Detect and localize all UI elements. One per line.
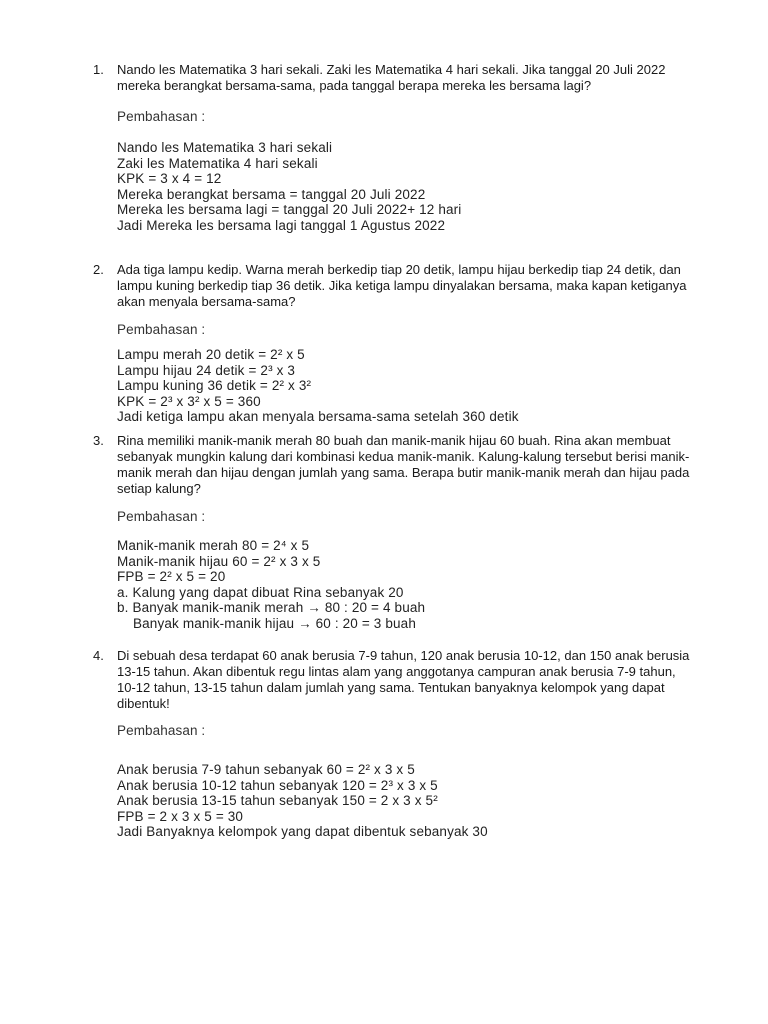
problem-number: 2.	[93, 262, 104, 277]
solution-line: Nando les Matematika 3 hari sekali	[117, 140, 333, 155]
solution-line: Anak berusia 10-12 tahun sebanyak 120 = 2³ x 3 x 5	[117, 777, 438, 793]
solution-line: KPK = 2³ x 3² x 5 = 360	[117, 393, 261, 409]
solution-line: Zaki les Matematika 4 hari sekali	[117, 155, 318, 171]
problem-question: Nando les Matematika 3 hari sekali. Zaki les Matematika 4 hari sekali. Jika tanggal 20 Juli 2022 mereka berangkat bersama-sama, pada tanggal berapa mereka les bersama lagi?	[117, 62, 666, 93]
problem-question: Di sebuah desa terdapat 60 anak berusia 7-9 tahun, 120 anak berusia 10-12, dan 150 anak berusia 13-15 tahun. Akan dibentuk regu lintas alam yang anggotanya campuran anak berusia 7-9 tahun, 10-12 tahun, 13-15 tahun dalam jumlah yang sama. Tentukan banyaknya kelompok yang dapat dibentuk!	[117, 648, 690, 711]
solution-line: Lampu merah 20 detik = 2² x 5	[117, 347, 305, 362]
solution-line: b. Banyak manik-manik merah → 80 : 20 = 4 buah	[117, 600, 426, 615]
solution-line: Manik-manik merah 80 = 2⁴ x 5	[117, 538, 310, 553]
solution-line: Anak berusia 7-9 tahun sebanyak 60 = 2² x 3 x 5	[117, 762, 415, 777]
solution-body	[117, 762, 488, 840]
solution-line: Mereka berangkat bersama = tanggal 20 Juli 2022	[117, 186, 426, 202]
solution-line: Banyak manik-manik hijau → 60 : 20 = 3 buah	[133, 615, 416, 631]
solution-line: Manik-manik hijau 60 = 2² x 3 x 5	[117, 553, 321, 569]
solution-line: Lampu hijau 24 detik = 2³ x 3	[117, 362, 296, 378]
solution-label: Pembahasan :	[117, 509, 206, 524]
problem-question: Rina memiliki manik-manik merah 80 buah dan manik-manik hijau 60 buah. Rina akan membuat sebanyak mungkin kalung dari kombinasi kedua manik-manik. Kalung-kalung tersebut berisi manik-manik merah dan hijau dengan jumlah yang sama. Berapa butir manik-manik merah dan hijau pada setiap kalung?	[117, 433, 690, 496]
solution-body	[117, 347, 519, 425]
problem-number: 4.	[93, 648, 104, 663]
solution-line: Mereka les bersama lagi = tanggal 20 Juli 2022+ 12 hari	[117, 202, 462, 217]
problem-number: 1.	[93, 62, 104, 77]
solution-line: Jadi Mereka les bersama lagi tanggal 1 Agustus 2022	[117, 217, 446, 233]
solution-body	[117, 140, 461, 233]
solution-label: Pembahasan :	[117, 322, 206, 337]
solution-line: FPB = 2² x 5 = 20	[117, 569, 226, 584]
problem-number: 3.	[93, 433, 104, 448]
solution-line: Lampu kuning 36 detik = 2² x 3²	[117, 378, 312, 393]
problem-question: Ada tiga lampu kedip. Warna merah berkedip tiap 20 detik, lampu hijau berkedip tiap 24 detik, dan lampu kuning berkedip tiap 36 detik. Jika ketiga lampu dinyalakan bersama, maka kapan ketiganya akan menyala bersama-sama?	[117, 262, 687, 309]
solution-line: a. Kalung yang dapat dibuat Rina sebanyak 20	[117, 584, 404, 600]
solution-line: Jadi ketiga lampu akan menyala bersama-sama setelah 360 detik	[117, 409, 519, 424]
solution-label: Pembahasan :	[117, 109, 206, 124]
solution-line: KPK = 3 x 4 = 12	[117, 171, 222, 186]
solution-line: Jadi Banyaknya kelompok yang dapat dibentuk sebanyak 30	[117, 824, 488, 839]
solution-line: FPB = 2 x 3 x 5 = 30	[117, 808, 244, 824]
solution-body	[117, 538, 425, 631]
solution-label: Pembahasan :	[117, 723, 206, 738]
solution-line: Anak berusia 13-15 tahun sebanyak 150 = 2 x 3 x 5²	[117, 793, 438, 808]
